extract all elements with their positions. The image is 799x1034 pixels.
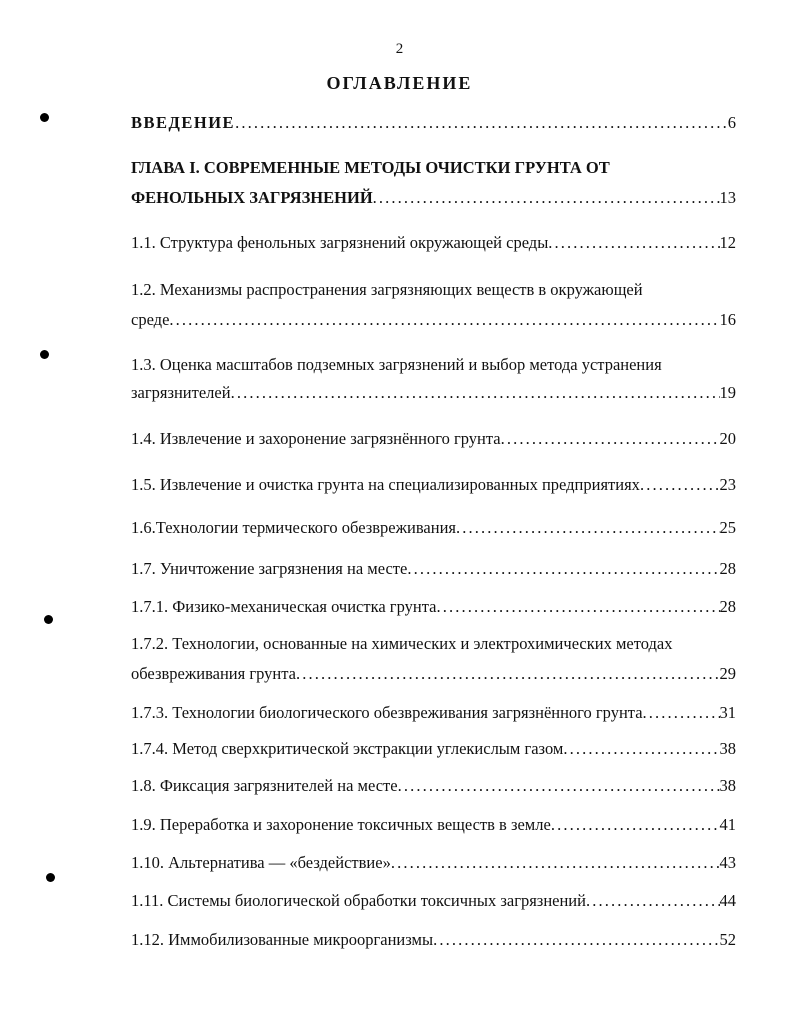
toc-entry-text: 1.12. Иммобилизованные микроорганизмы xyxy=(131,930,434,949)
toc-entry-page: 38 xyxy=(719,776,736,795)
toc-entry-page: 13 xyxy=(719,188,736,207)
toc-entry[interactable] xyxy=(131,702,736,724)
toc-entry[interactable] xyxy=(131,309,736,331)
toc-entry-page: 12 xyxy=(719,233,736,252)
toc-entry-line1: 1.3. Оценка масштабов подземных загрязнений и выбор метода устранения xyxy=(131,355,662,374)
toc-entry-text: 1.7. Уничтожение загрязнения на месте xyxy=(131,559,408,578)
margin-dot xyxy=(40,113,49,122)
toc-entry-page: 41 xyxy=(719,815,736,834)
toc-entry[interactable] xyxy=(131,596,736,618)
toc-entry-page: 31 xyxy=(719,703,736,722)
toc-entry[interactable] xyxy=(131,775,736,797)
toc-entry-page: 52 xyxy=(719,930,736,949)
toc-entry[interactable] xyxy=(131,558,736,580)
toc-entry-text: 1.8. Фиксация загрязнителей на месте xyxy=(131,776,398,795)
toc-entry-page: 29 xyxy=(719,664,736,683)
toc-entry-line1: 1.7.2. Технологии, основанные на химических и электрохимических методах xyxy=(131,634,673,653)
toc-entry[interactable] xyxy=(131,738,736,760)
toc-entry-text: 1.10. Альтернатива — «бездействие» xyxy=(131,853,391,872)
toc-entry-text: ВВЕДЕНИЕ xyxy=(131,113,236,132)
toc-entry[interactable] xyxy=(131,929,736,951)
toc-entry-page: 16 xyxy=(719,310,736,329)
toc-entry-text: 1.7.4. Метод сверхкритической экстракции углекислым газом xyxy=(131,739,564,758)
page-title: ОГЛАВЛЕНИЕ xyxy=(326,73,473,93)
toc-entry-chapter1[interactable] xyxy=(131,187,736,209)
toc-entry[interactable] xyxy=(131,382,736,404)
toc-entry[interactable] xyxy=(131,428,736,450)
toc-entry[interactable] xyxy=(131,663,736,685)
toc-entry-text: 1.1. Структура фенольных загрязнений окружающей среды xyxy=(131,233,549,252)
toc-entry-text: среде xyxy=(131,310,170,329)
toc-entry-text: обезвреживания грунта xyxy=(131,664,296,683)
toc-entry-text: 1.9. Переработка и захоронение токсичных веществ в земле xyxy=(131,815,551,834)
toc-entry-text: 1.7.3. Технологии биологического обезвреживания загрязнённого грунта xyxy=(131,703,643,722)
toc-entry-page: 6 xyxy=(727,113,736,132)
toc-entry-page: 43 xyxy=(719,853,736,872)
toc-entry-page: 28 xyxy=(719,597,736,616)
toc-entry-page: 20 xyxy=(719,429,736,448)
toc-entry-page: 28 xyxy=(719,559,736,578)
toc-chapter-title: ГЛАВА I. СОВРЕМЕННЫЕ МЕТОДЫ ОЧИСТКИ ГРУНТА ОТ xyxy=(131,158,610,177)
toc-entry-page: 38 xyxy=(719,739,736,758)
toc-entry[interactable] xyxy=(131,474,736,496)
toc-entry-page: 23 xyxy=(719,475,736,494)
margin-dot xyxy=(44,615,53,624)
toc-entry-page: 44 xyxy=(719,891,736,910)
toc-entry[interactable] xyxy=(131,814,736,836)
margin-dot xyxy=(40,350,49,359)
page-number: 2 xyxy=(395,41,404,57)
toc-entry[interactable] xyxy=(131,852,736,874)
toc-entry-text: 1.7.1. Физико-механическая очистка грунта xyxy=(131,597,437,616)
toc-entry-text: 1.11. Системы биологической обработки токсичных загрязнений xyxy=(131,891,586,910)
toc-entry-page: 19 xyxy=(719,383,736,402)
toc-entry-line1: 1.2. Механизмы распространения загрязняющих веществ в окружающей xyxy=(131,280,643,299)
margin-dot xyxy=(46,873,55,882)
toc-entry-page: 25 xyxy=(719,518,736,537)
toc-entry-intro[interactable] xyxy=(131,112,736,134)
toc-entry[interactable] xyxy=(131,517,736,539)
toc-entry-text: загрязнителей xyxy=(131,383,231,402)
toc-entry-text: ФЕНОЛЬНЫХ ЗАГРЯЗНЕНИЙ xyxy=(131,188,373,207)
toc-entry-text: 1.4. Извлечение и захоронение загрязнённого грунта xyxy=(131,429,501,448)
toc-entry[interactable] xyxy=(131,890,736,912)
toc-entry[interactable] xyxy=(131,232,736,254)
toc-entry-text: 1.5. Извлечение и очистка грунта на специализированных предприятиях xyxy=(131,475,640,494)
toc-entry-text: 1.6.Технологии термического обезвреживания xyxy=(131,518,456,537)
